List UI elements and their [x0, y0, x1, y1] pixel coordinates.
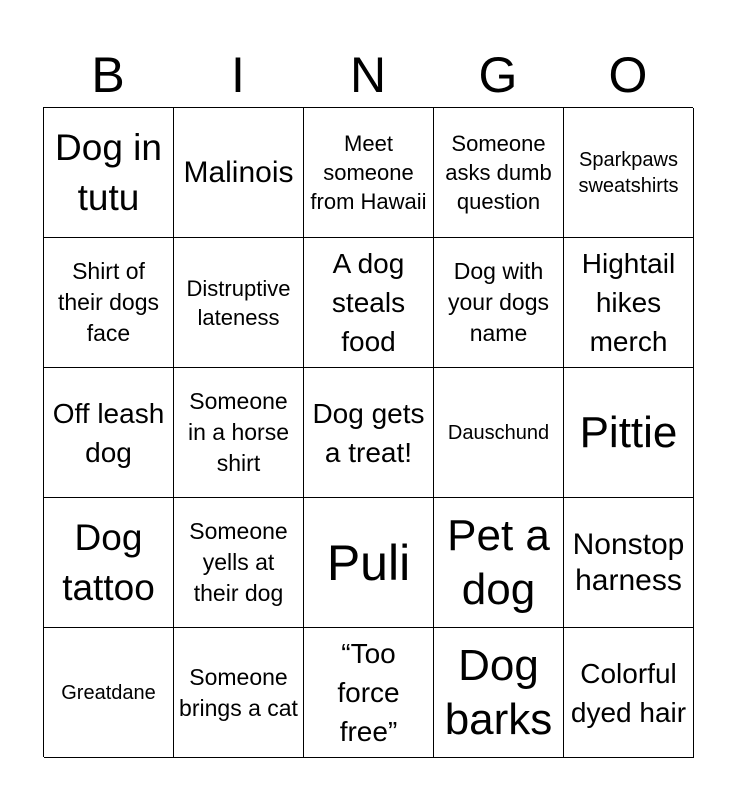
- bingo-grid: [43, 107, 693, 757]
- cell-text: Dog in tutu: [55, 126, 162, 218]
- bingo-cell[interactable]: [44, 238, 174, 368]
- bingo-cell[interactable]: [564, 498, 694, 628]
- cell-text: Dog gets a treat!: [312, 397, 425, 468]
- header-letter-n: N: [349, 47, 387, 103]
- cell-text: Pittie: [579, 407, 678, 457]
- cell-text: Malinois: [183, 155, 294, 189]
- cell-text: Someone brings a cat: [179, 663, 298, 721]
- header-letter-g: G: [478, 47, 518, 103]
- bingo-cell[interactable]: [434, 498, 564, 628]
- cell-text: Distruptive lateness: [186, 275, 291, 330]
- cell-text: “Too force free”: [337, 638, 400, 747]
- bingo-cell[interactable]: [304, 238, 434, 368]
- bingo-cell[interactable]: [304, 108, 434, 238]
- cell-text: Dog tattoo: [62, 516, 155, 608]
- bingo-cell[interactable]: [44, 368, 174, 498]
- bingo-cell[interactable]: [434, 368, 564, 498]
- bingo-cell[interactable]: [174, 368, 304, 498]
- cell-text: Someone in a horse shirt: [187, 388, 289, 476]
- bingo-cell[interactable]: [44, 108, 174, 238]
- bingo-header: [43, 44, 693, 106]
- bingo-cell[interactable]: [44, 628, 174, 758]
- cell-text: Pet a dog: [447, 510, 550, 614]
- cell-text: Dauschund: [447, 421, 550, 444]
- header-letter-b: B: [91, 47, 125, 103]
- bingo-cell[interactable]: [304, 498, 434, 628]
- cell-text: Meet someone from Hawaii: [310, 131, 427, 214]
- bingo-cell[interactable]: [564, 238, 694, 368]
- cell-text: Dog barks: [444, 640, 553, 744]
- bingo-cell[interactable]: [44, 498, 174, 628]
- bingo-cell[interactable]: [174, 108, 304, 238]
- bingo-cell[interactable]: [174, 238, 304, 368]
- bingo-cell[interactable]: [564, 108, 694, 238]
- bingo-cell[interactable]: [434, 108, 564, 238]
- bingo-cell[interactable]: [434, 628, 564, 758]
- cell-text: Puli: [326, 534, 411, 591]
- cell-text: Someone yells at their dog: [189, 518, 288, 606]
- bingo-cell[interactable]: [304, 628, 434, 758]
- cell-text: Dog with your dogs name: [447, 258, 549, 346]
- cell-text: Shirt of their dogs face: [57, 258, 159, 346]
- header-letter-o: O: [608, 47, 648, 103]
- cell-text: Hightail hikes merch: [581, 248, 676, 357]
- header-letter-i: I: [231, 47, 245, 103]
- cell-text: Sparkpaws sweatshirts: [578, 148, 679, 197]
- bingo-cell[interactable]: [174, 628, 304, 758]
- cell-text: Colorful dyed hair: [570, 657, 687, 728]
- cell-text: Someone asks dumb question: [445, 131, 552, 214]
- bingo-cell[interactable]: [434, 238, 564, 368]
- cell-text: Off leash dog: [52, 397, 165, 468]
- cell-text: A dog steals food: [331, 248, 406, 357]
- bingo-cell[interactable]: [304, 368, 434, 498]
- bingo-cell[interactable]: [564, 368, 694, 498]
- bingo-cell[interactable]: [174, 498, 304, 628]
- cell-text: Greatdane: [61, 681, 156, 704]
- cell-text: Nonstop harness: [572, 527, 685, 597]
- bingo-cell[interactable]: [564, 628, 694, 758]
